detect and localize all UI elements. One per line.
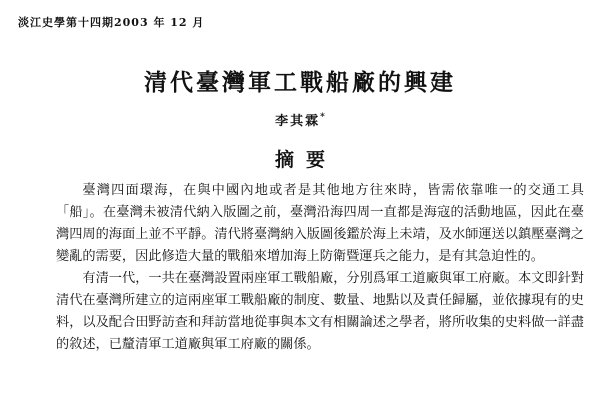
abstract-body	[56, 180, 584, 356]
abstract-paragraph-2: 有清一代，一共在臺灣設置兩座軍工戰船廠，分別爲軍工道廠與軍工府廠。本文即針對清代在臺灣所建立的這兩座軍工戰船廠的制度、數量、地點以及責任歸屬，並依據現有的史料，以及配合田野訪查和拜訪當地從事與本文有相關論述之學者，將所收集的史料做一詳盡的敘述，已釐清軍工道廠與軍工府廠的關係。	[56, 271, 584, 352]
journal-header: 淡江史學第十四期2003 年 12 月	[18, 16, 205, 29]
paper-title: 清代臺灣軍工戰船廠的興建	[144, 69, 456, 96]
author-line	[0, 110, 600, 129]
author-name: 李其霖	[275, 114, 321, 129]
abstract-paragraph-1: 臺灣四面環海，在與中國內地或者是其他地方往來時，皆需依靠唯一的交通工具「船」。在臺灣未被清代納入版圖之前，臺灣沿海四周一直都是海寇的活動地區，因此在臺灣四周的海面上並不平靜。清代將臺灣納入版圖後鑑於海上未靖，及水師運送以鎮壓臺灣之變亂的需要，因此修造大量的戰船來增加海上防衛暨運兵之能力，是有其急迫性的。	[56, 183, 584, 264]
author-footnote-mark: *	[320, 112, 325, 123]
abstract-heading: 摘要	[274, 149, 337, 171]
